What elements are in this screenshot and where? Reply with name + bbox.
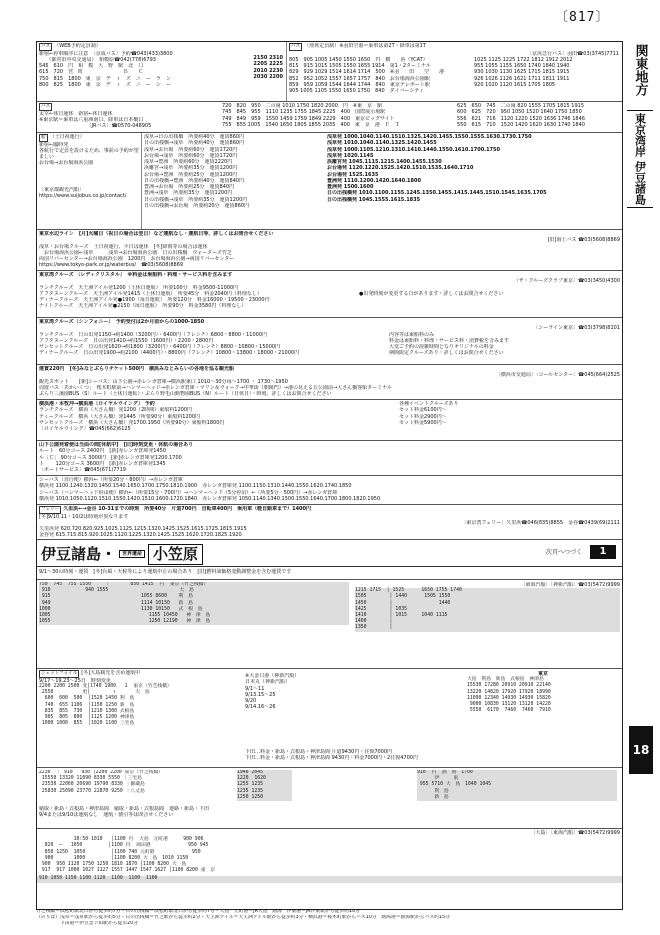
portservice-line-1: ル［Ｃ］ 90分コース 3000円 [新]赤レンガ倉庫発1200.1700 [39, 454, 182, 461]
ladycrystal-company: 〔ザ・クルーズクラブ東京〕☎03(3450)4300 [513, 278, 620, 285]
kurihama-line-1: 金谷発 615.715.815.920.1025.1120.1225.1320.1425.1525.1620.1720.1825.1920 [39, 532, 242, 539]
suijo-route-row: お台場→豊洲 所要約25分 運賃1200円 [144, 171, 238, 178]
royalwing-head: 横浜港・本牧沖→横浜港〔ロイヤルウイング〕 予約 [39, 401, 155, 407]
suijo-route-row: 浅草→お台場 所要約60分 運賃1720円 [144, 146, 238, 153]
ladycrystal-route-row: アフタヌーンクルーズ 天王洲アイル発1415（土休日運航） 所要45分 料金2040円（料理なし） [39, 290, 262, 297]
ladycrystal-route-row: ランチクルーズ 天王洲アイル発1200（土休日運航） 所要100分 料金9500-11000円 [39, 284, 239, 291]
mizube-line-1: お台場海浜公園←浅草 浅草→お台場海浜公園 日の出桟橋 ウォーターズ竹芝 [39, 249, 232, 256]
mizube-line-2: 両国リバーセンター→お台場海浜公園 1200円 お台場海浜公園→両国リバーセンター [39, 256, 235, 262]
bus3-row-2: 749 849 959 1550 1459 1759 1849 2229 400 東京ビッグサイト [222, 115, 395, 122]
suijo-left-4: 〔東京都観光汽船〕 [39, 186, 85, 193]
bus3-row-3: 755 855 1005 1540 1650 1805 1855 2035 400 東 京 港 Ｆ Ｔ [222, 121, 400, 128]
izu-bottom-notes [39, 806, 619, 819]
izu-notice-text: 9/1〜30の時刻・運賃 [冬]台風・天候等により運航中止の場合あり [旧]燃料油価格変動調整金を含む運賃です [39, 569, 292, 575]
bus1-time-3: 2030 2200 [253, 73, 283, 80]
izu-bottom-tables [37, 768, 622, 829]
side-title-area [627, 110, 653, 208]
jetfoil-table: 2200 2200 2500 変│1740 1900 1 東京（竹芝桟橋） 2550 更│ ↑ 大 島 600 600 500 │1520 1450 利 島 740 655 1106 │1150 1250 新 島 835 855 730 │1210 1300 式根島 905 805 800 │1125 1200 神津島 1000 1000 855 │1020 1100 三宅島 [39, 683, 172, 727]
island-info-1: 日本丸（神新汽船） [245, 679, 291, 686]
bus2-line-2: 829 929 1029 1514 1614 1714 500 ※羽 田 空 港 [289, 69, 445, 76]
bus-section-2 [37, 102, 622, 133]
seabass-line-1: 横浜発 1100.1240.1320.1450.1540.1650.1700.1750.1810.1900 赤レンガ倉庫発 1100.1150.1310.1440.1550.1620.1740.1850 [39, 483, 352, 490]
ladycrystal-route-row: ディナークルーズ 天王洲アイル発●1900（毎日運航） 所要120分 料金16000・19500・23000円 [39, 297, 270, 303]
izu-bottom-c-table: 910 円 熱 海 1700 伊 東 955 5710 大 島 1040 1045 利 島 新 島 [417, 770, 617, 801]
yokohama-section [37, 365, 622, 400]
jetfoil-notes [245, 749, 615, 762]
suijo-left-1: 新宿←臨時発 [39, 141, 69, 148]
next-page-note: 次頁へつづく [545, 549, 582, 556]
bus1-head: （WEB予約定員制） [54, 43, 101, 49]
bus2-line-0: 805 905 1005 1450 1550 1650 円 横 浜（YCAT） [289, 56, 428, 63]
royalwing-right-2: セット料金2900円〜 [399, 413, 447, 420]
seabass-line-2: シーバス（ハンマーヘッド経由便）横浜←（所要15分・700円）→ハンマーヘッド（5分停泊）←（所要5分・500円）→赤レンガ倉庫 [39, 489, 338, 496]
ladycrystal-note: ●出発時刻が変更する日があります・詳しくはお問合せください [359, 290, 504, 297]
bus3-line-2: 〔JRバス〕☎0570-048905 [39, 123, 152, 130]
suijo-routes [144, 134, 324, 209]
side-title-area-1: 東京湾岸 [633, 113, 647, 157]
bus3-row-0: 720 820 950 二の岡 1010 1750 1820 2000 円 ※東 京 駅 [222, 103, 383, 109]
side-title-area-2: 伊豆諸島 [633, 161, 647, 205]
yokohama-head: 運賃220円 [冬]みなとぶらりチケット500円 横浜みなとみらいの各地を巡る観光船 [39, 366, 234, 372]
bus3-tag: バス [41, 104, 51, 109]
kurihama-section [37, 505, 622, 540]
ogasawara-box: 小笠原 [148, 544, 203, 565]
bus2-right-2: 930 1030 1130 1625 1715 1815 1915 [474, 69, 570, 76]
suijo-route-row: 浅草→豊洲 所要約60分 運賃2220円 [144, 159, 233, 165]
izu-bottom-a [39, 770, 229, 795]
suijo-time-row: 浜離宮発 1045.1115.1215.1400.1455.1530 [327, 159, 442, 165]
portservice-company: 〔ポートサービス〕☎045(671)7719 [39, 467, 126, 473]
island-info-3: 9/13.15〜25 [245, 691, 276, 698]
suijo-left [39, 134, 139, 199]
bus2-right-1: 955 1055 1155 1650 1740 1840 1940 [474, 63, 570, 70]
symphony-right-1: 料金は乗船料・料理・サービス料・消費税を含みます [389, 337, 510, 344]
izu-last-header: 〔大島〕〔東海汽船〕☎03(5472)9999 [530, 830, 620, 836]
side-title-region: 関東地方 [632, 44, 648, 96]
izu-title-text: 伊豆諸島・ [41, 545, 117, 563]
ladycrystal-section [37, 271, 622, 318]
izu-last-table [37, 829, 622, 908]
yokohama-footer: ぶらり三溪園BUS（S）ルート（土休日運転）・ぶらり野毛山動物園BUS（N）ルート（日休日）・時刻、詳しくはお問合せください [39, 391, 332, 397]
kurihama-company: 〔東京湾フェリー〕久里浜☎046(835)8855 金谷☎0439(69)2111 [461, 519, 620, 526]
island-info-5: 9/14.16〜26 [245, 704, 276, 711]
jetfoil-date: 9/17〜19.23〜25日 時刻変更 [39, 677, 111, 684]
royalwing-line-1: ティークルーズ 横浜（大さん橋）発1445（所要90分）乗船料1200円 [39, 413, 201, 420]
ladycrystal-route-row: ナイトクルーズ 天王洲アイル発●2150（毎日運航） 所要90分 料金3580円（料理なし） [39, 303, 247, 310]
jetfoil-fares [467, 671, 619, 714]
yokohama-line-0: 観光スポット [新]シーバス：山下公園→赤レンガ倉庫→横浜駅東口 1010〜30分毎〜1700 ・ 1730〜1950 [39, 378, 288, 385]
symphony-right-3: 期間限定クルーズあり・詳しくはお問合せください [389, 350, 504, 357]
seabass-section [37, 476, 622, 505]
mizube-head: 東京水辺ライン [月]火曜日（祝日の場合は翌日）など運航なし・運航日等、詳しくはお問合せください [39, 231, 274, 237]
jetfoil-note-1: 下田…料金・新島・式根島・神津島間 9430円・料金7000円・2往復4700円 [245, 755, 418, 762]
mizube-sub: [旧]海上バス ☎03(5608)8869 [547, 237, 620, 244]
timetable-page [36, 41, 623, 910]
bus2-line-1: 815 915 1015 1505 1550 1655 1914 第1・2ターミナル [289, 63, 431, 70]
bus2-head: （座席定員制）※羽田空港＝乗車は第2T・降車は第1T [304, 43, 426, 49]
bus1-time-1: 2205 2225 [253, 61, 283, 68]
suijo-time-row: 豊洲発 1110.1200.1420.1640.1800 [327, 177, 421, 184]
bus2-line-4: 859 959 1059 1544 1644 1744 840 東京テレポート駅 [289, 81, 430, 88]
suijo-route-row: 浜離宮→浅草 所要約35分 運賃1200円 [144, 165, 238, 172]
suijo-time-row: 浅草発 1000.1105.1210.1310.1410.1440.1550.1610.1700.1750 [327, 146, 500, 153]
izu-top-left-table: 750 745 755 1550 ｜ 850 1415 円 東京（竹芝桟橋） 910 940 1555 大 島 915 1055 8600 利 島 949 1114 10150 新 島 1000 1130 10150 式 根 島 1005 1155 10450 神 津 島 1055 1250 12190 神 津 島 [39, 582, 349, 625]
izu-top-tables [37, 580, 622, 669]
bus3-right-2: 556 621 716 1120 1220 1520 1636 1746 1846 [457, 115, 585, 122]
suijo-route-row: 豊洲→お台場 所要約25分 運賃840円 [144, 184, 235, 190]
suijo-left-0: （土日祝運行） [49, 134, 85, 140]
seabass-line-3: 横浜発 1010.1050.1120.1510.1550.1420.1510.1600.1720.1840 赤レンガ倉庫発 1050.1140.1340.1500.1550.1640.1700.1800.1820.1950 [39, 495, 381, 502]
jetfoil-section [37, 669, 622, 768]
island-info-2: 9/1〜11 [245, 685, 265, 692]
portservice-line-2: ト 120分コース 3600円 [新]赤レンガ倉庫発1345 [39, 460, 166, 467]
suijo-route-row: 日の出桟橋→浅草 所要約40分 運賃860円 [144, 140, 245, 147]
izu-bottom-note-0: 稲取・新島・式根島・神津島間 稲取・新島・式根島間 連絡・新島・下田 [39, 806, 210, 812]
bus3-line-1: ※東京駅＝乗車は八重洲南口、降車は日本橋口 [39, 116, 144, 123]
suijo-left-5: https://www.suijobus.co.jp/contact/ [39, 192, 127, 199]
bus1-line-0: 新宿←停車順序に注意 〔京成バス〕予約☎043(433)3800 [39, 50, 173, 57]
boarding-info [36, 909, 621, 927]
bus3-table [222, 103, 452, 128]
suijo-time-row: 浅草発 1000.1040.1140.1510.1325.1420.1455.1550.1555.1630.1730.1750 [327, 134, 532, 140]
bus3-right-1: 600 625 720 950 1050 1520 1640 1750 1850 [457, 109, 582, 116]
portservice-line-0: ルート 60分コース 2400円 [新]赤レンガ倉庫発1450 [39, 448, 166, 455]
bus1-line-3: 615 720 宮 町 Ｂ Ｃ [39, 69, 144, 76]
bus1-line-5: 800 825 1800 東 京 デ ィ ズ ニ ー シ ー [39, 81, 171, 88]
kurihama-head: 久里浜←→金谷 10-31までの時刻 所要40分 片道700円 自転車400円 乗用車（軽自動車まで）1400円 [63, 506, 312, 512]
royalwing-right-1: セット料金6100円〜 [399, 407, 447, 414]
bus1-line-1: （都営旧中央交通局） 相模原☎042(778)6793 [39, 56, 156, 63]
royalwing-section [37, 400, 622, 441]
symphony-right-0: 内容等は乗船料のみ [389, 331, 435, 338]
bus1-line-4: 750 815 1800 東 京 デ ィ ズ ニ ー ラ ン [39, 75, 171, 82]
yokohama-line-1: 周遊バス「あかいくつ」 桜木町駅前→ハンマーヘッド→赤レンガ倉庫・マリン＆ウォーク→中華街（朝陽門）→港の見える丘公園前→大さん橋客船ターミナル [39, 384, 392, 391]
suijo-time-row: 浅草発 1020.1145 [327, 152, 374, 159]
royalwing-line-0: ランチクルーズ 横浜（大さん橋）発1200（2時間）乗船料1200円 [39, 407, 193, 414]
ladycrystal-head: 東京湾クルーズ 〔レディクリスタル〕 ※料金は乗船料・料理・サービス料を含みます [39, 272, 233, 278]
suijo-route-row: 浅草→日の出桟橋 所要約40分 運賃860円 [144, 134, 245, 140]
izu-header [37, 540, 622, 567]
bus2-right-3: 926 1026 1126 1621 1711 1811 1911 [474, 75, 570, 82]
kurihama-line-0: 久里浜発 620.720.820.925.1025.1125.1215.1320.1425.1525.1615.1725.1815.1915 [39, 526, 247, 533]
mizube-line-3: https://www.tokyo-park.or.jp/waterbus/ ☎03(5608)8869 [39, 262, 184, 269]
bus2-line-3: 852 952 1052 1557 1657 1757 840 お台場海浜公園駅 [289, 75, 430, 82]
chapter-tab: 18 [629, 726, 653, 774]
jetfoil-note: [冬]大島観光を含め運航中 [81, 670, 141, 676]
symphony-right-2: 大変ご予約の混雑時間となりオリジナルの料金 [389, 344, 494, 350]
kurihama-tag: フェリー [41, 507, 60, 512]
izu-bottom-b-table: 1940 2045 1220 1620 1255 1235 1235 1235 1250 1250 [237, 770, 292, 801]
bus1-time-2: 2010 2230 [253, 67, 283, 74]
island-info-0: ※大金口港（神新汽船） [245, 673, 300, 679]
suijo-bus-section [37, 133, 622, 230]
suijo-times [327, 134, 620, 203]
jetfoil-note-0: 下田…料金・新島・式根島・神津島間 片道9430円・往復7000円 [245, 749, 393, 755]
izu-top-right-table: 1215 1715 │ 1525 1650 1755 1740 1505 │ 1440 1505 1550 1450 │ 1440 1425 │ 1035 1410 │ 1015 1040 1115 1400 │ 1350 │ [355, 588, 620, 631]
bus2-line-5: 905 1005 1105 1550 1650 1750 840 ダイバーシティ [289, 88, 424, 95]
symphony-route-row: ランチクルーズ 日の出発1150→約1400（3200円）・6400円（フレンチ）6800・8800・11000円 [39, 331, 268, 338]
royalwing-company: 〔ロイヤルウイング〕☎045(662)6125 [39, 426, 131, 432]
izu-bottom-a-table: 2230 ｜ 910 930 │2200 2200 東京（竹芝桟橋） 15550 13320 11090 8330 5550 ｜三宅島 23530 22060 20690 19790 8330 ｜御蔵島 25830 25090 23770 22870 9250 ｜八丈島 [39, 770, 164, 794]
ladycrystal-routes [39, 285, 359, 310]
island-info-4: 9/20 [245, 698, 257, 704]
suijo-route-row: お台場→浅草 所要約60分 運賃1720円 [144, 152, 238, 159]
mizube-section [37, 230, 622, 271]
bus3-left [39, 103, 219, 129]
page-number: 〔817〕 [555, 10, 610, 25]
suijo-time-row: お台場発 1525.1635 [327, 171, 379, 178]
symphony-route-row: サンセットクルーズ 日の出発1620→約1800（3200円）・6400円（フレンチ）8800・10800・15000円 [39, 344, 281, 350]
footer-line-1: （のりば）浅草＝浅草駅から徒歩約5分・日の出桟橋＝竹芝駅から徒歩約2分・天王洲アイル＝天王洲アイル駅から徒歩約3分・横浜港＝桜木町駅からバス10分 熱海港＝熱海駅からバス約15分 [36, 915, 450, 920]
suijo-route-row: 豊洲→浅草 所要約35分 運賃1200円 [144, 190, 233, 197]
izu-top-right [355, 582, 620, 632]
symphony-routes [39, 332, 389, 357]
bus3-line-0: 太宰←休日運休 新宿←休日運休 [39, 110, 113, 117]
suijo-time-row: お台場発 1120.1220.1525.1420.1510.1535.1640.1710 [327, 165, 474, 172]
symphony-company: 〔シーライン東京〕☎03(3798)8101 [533, 325, 620, 332]
footer-line-0: 竹芝桟橋＝浜松町駅北口から徒歩約7分・日の出桟橋＝浜松町駅北口から徒歩約7分・大島 元町港＝JR大島 熱海 伊東港＝JR伊東駅から徒歩約10分 [36, 909, 360, 914]
side-index [627, 44, 653, 208]
suijo-time-row: 日の出桟橋発 1045.1555.1615.1835 [327, 196, 421, 203]
jetfoil-island-info [245, 673, 375, 711]
suijo-left-3: お台場→お台場海浜公園 [39, 160, 94, 167]
jetfoil-tag: ジェットフォイル [41, 671, 78, 676]
yokohama-company: 〔横浜市交通局〕〔コールセンター〕☎045(664)2525 [495, 372, 620, 379]
bus3-right-3: 550 615 710 1520 1420 1620 1630 1740 1840 [457, 121, 585, 128]
suijo-route-row: 日の出桟橋→豊洲 所要約40分 運賃840円 [144, 177, 245, 184]
suijo-time-row: 浅草発 1010.1040.1140.1325.1420.1455 [327, 140, 437, 147]
fares-table: 大島 利島 新島 式根島 神津島 15530 17280 20910 20910 22140 13220 14820 17920 17920 18990 11090 12340 14930 14930 15820 9000 10830 13120 13120 14220 5550 6170 7460 7460 7910 [467, 677, 551, 714]
suijo-left-2: 各航行で定員を設けるため、事前の予約が望ましい [39, 147, 139, 161]
bus1-tag: バス [41, 44, 51, 49]
izu-last-bottom: 910 1050 1150 1100 1120 1100 1100 1100 [37, 876, 622, 882]
mizube-line-0: 浅草・お台場クルーズ 土日祝運行、平日は運休 [冬]降雨等の場合は運休 [39, 243, 208, 250]
symphony-route-row: アフタヌーンクルーズ 日の出発1410→約1550（1600円）・2200・2800円 [39, 337, 214, 344]
suijo-tag: 船 [41, 135, 46, 140]
kurihama-sub: [冬]9/10.11・10/2は時刻が異なります [39, 513, 129, 520]
izu-title [41, 544, 203, 565]
izu-bottom-c [417, 770, 617, 801]
bus1-times [237, 55, 283, 80]
bus-section-1 [37, 42, 622, 102]
suijo-time-row: 豊洲発 1500.1600 [327, 184, 374, 190]
bus2-right-0: 1025 1125 1225 1722 1812 1912 2012 [474, 56, 573, 63]
royalwing-right-0: 各種イベントクルーズあり [399, 401, 459, 407]
symphony-route-row: ディナークルーズ 日の出発1900→約2100（4400円）・8800円（フレンチ）10800・13800・18000・21000円 [39, 350, 300, 357]
footer-line-2: 下田港＝伊豆急下田駅から徒歩20分 [36, 921, 139, 926]
bus2-right-4: 920 1020 1120 1615 1705 1805 [474, 81, 556, 88]
bus1-line-2: 545 610 円 相 模 大 野 駅 北 口 [39, 63, 144, 70]
bus2-block [289, 43, 619, 94]
bus2-tag: バス [291, 44, 301, 49]
suijo-route-row: 日の出桟橋→お台場 所要約20分 運賃860円 [144, 202, 250, 209]
izu-top-left [39, 582, 349, 625]
symphony-section [37, 318, 622, 365]
jetfoil-left [39, 670, 239, 727]
bus1-time-0: 2150 2310 [253, 55, 283, 61]
portservice-section [37, 441, 622, 476]
izu-last-rows: 10:50 1010 │1100 円 大島 元町港 900 906 820 ─ 1050 │1100 円 岡田港 950 945 850 1250 1050 │1100 740 元町港 950 900 1000 │1100 8200 大 島 1010 1150 900 950 1120 1750 1250 1810 1870 │1100 8200 大 島 917 917 1000 1027 1127 1557 1447 1547 1627 │1100 8200 東 京 [41, 837, 216, 874]
suijo-time-row: 日の出桟橋発 1010.1100.1155.1245.1350.1455.1415.1445.1510.1545.1635.1705 [327, 190, 547, 197]
portservice-head: 山下公園発着便は当面の間[休航中] [旧]時刻変更・休航の場合あり [39, 442, 194, 448]
izu-top-right-header: 〔東海汽船〕〔神新汽船〕☎03(5472)9999 [520, 582, 620, 588]
izu-bottom-note-1: 9/4または9/10は運航なし 運航・割引等は問合せください [39, 812, 174, 819]
bus2-company: 〔京浜急行バス〕羽田☎03(3745)7711 [527, 50, 619, 57]
suijo-route-row: 日の出桟橋→浅草 所要約35分 運賃1200円 [144, 196, 248, 203]
fares-tokyo-header: 東京 [537, 671, 548, 677]
bus3-right-0: 625 650 745 二の岡 820 1555 1705 1815 1915 [457, 103, 585, 109]
izu-bottom-b [237, 770, 292, 801]
seabass-line-0: シーバス（直行便）横浜←（所要20分・800円）→赤レンガ倉庫 [39, 477, 183, 483]
world-heritage-badge: 世界遺産 [119, 550, 145, 558]
royalwing-line-2: サンセットクルーズ 横浜（大さん橋）発1700.1950（所要90分）乗船料1800円 [39, 419, 225, 426]
symphony-head: 東京湾クルーズ〔シンフォニー〕 予約受付は2か月前からの1000-1850 [39, 319, 205, 325]
bus3-row-1: 745 845 955 1110 1235 1755 1845 2225 400 国際展示場駅 [222, 109, 386, 116]
royalwing-right-3: セット料金5900円〜 [399, 419, 447, 426]
bus3-right [457, 103, 620, 128]
next-page-number: 1 [590, 545, 616, 559]
izu-notice [37, 567, 622, 580]
